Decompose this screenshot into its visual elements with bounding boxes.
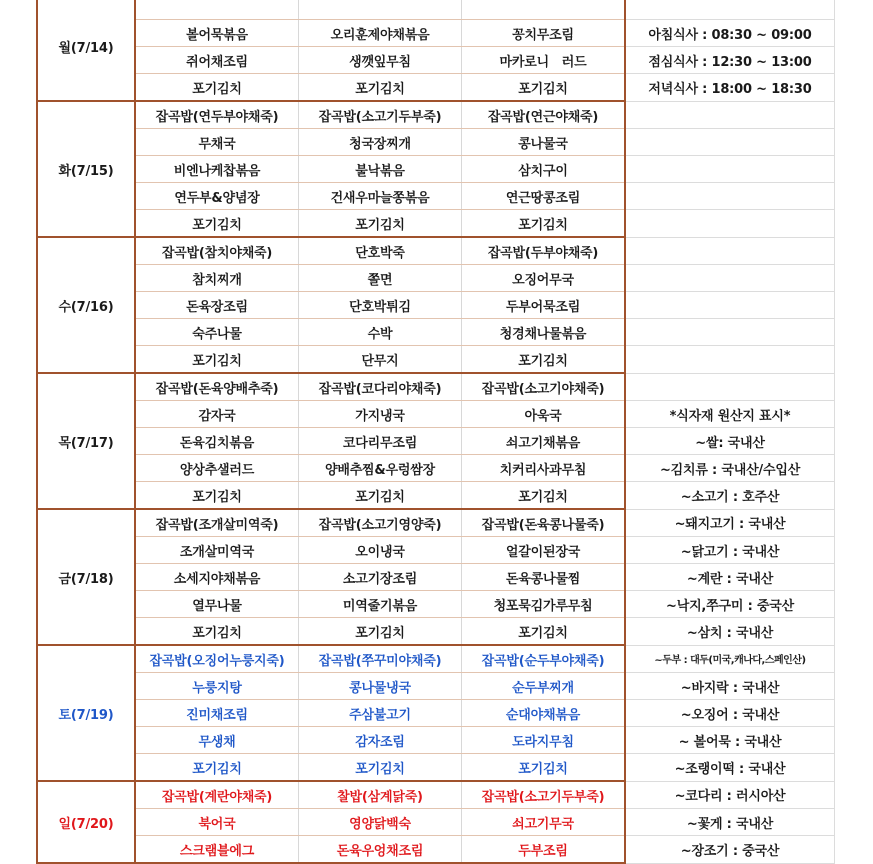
info-cell: 점심식사 : 12:30 ~ 13:00	[625, 47, 835, 74]
dinner-cell: 쇠고기무국	[462, 809, 626, 836]
lunch-cell: 돈육우엉채조림	[299, 836, 462, 864]
dinner-cell: 잡곡밥(연근야채죽)	[462, 101, 626, 129]
dinner-cell: 포기김치	[462, 618, 626, 646]
lunch-cell: 불낙볶음	[299, 156, 462, 183]
menu-row	[37, 455, 835, 482]
dinner-cell: 청포묵김가루무침	[462, 591, 626, 618]
info-cell: ~계란 : 국내산	[625, 564, 835, 591]
menu-row	[37, 101, 835, 129]
menu-row	[37, 727, 835, 754]
dinner-cell: 콩나물국	[462, 129, 626, 156]
info-cell: ~삼치 : 국내산	[625, 618, 835, 646]
lunch-cell: 생깻잎무침	[299, 47, 462, 74]
info-cell: ~바지락 : 국내산	[625, 673, 835, 700]
dinner-cell: 순대야채볶음	[462, 700, 626, 727]
breakfast-cell: 진미채조림	[135, 700, 299, 727]
dinner-cell: 잡곡밥(돈육콩나물죽)	[462, 509, 626, 537]
info-cell: ~돼지고기 : 국내산	[625, 509, 835, 537]
info-cell	[625, 156, 835, 183]
dinner-cell: 포기김치	[462, 754, 626, 782]
lunch-cell: 주삼불고기	[299, 700, 462, 727]
info-cell: 저녁식사 : 18:00 ~ 18:30	[625, 74, 835, 102]
info-cell: ~ 볼어묵 : 국내산	[625, 727, 835, 754]
info-cell: ~코다리 : 러시아산	[625, 781, 835, 809]
lunch-cell: 포기김치	[299, 482, 462, 510]
info-cell: ~김치류 : 국내산/수입산	[625, 455, 835, 482]
breakfast-cell: 포기김치	[135, 754, 299, 782]
menu-row	[37, 156, 835, 183]
dinner-cell: 꽁치무조림	[462, 20, 626, 47]
info-cell: ~낙지,쭈구미 : 중국산	[625, 591, 835, 618]
menu-row	[37, 537, 835, 564]
dinner-cell: 청경채나물볶음	[462, 319, 626, 346]
breakfast-cell: 볼어묵볶음	[135, 20, 299, 47]
dinner-cell	[462, 0, 626, 20]
breakfast-cell: 열무나물	[135, 591, 299, 618]
lunch-cell: 단무지	[299, 346, 462, 374]
breakfast-cell: 비엔나케찹볶음	[135, 156, 299, 183]
day-label: 금(7/18)	[37, 509, 135, 645]
lunch-cell: 가지냉국	[299, 401, 462, 428]
dinner-cell: 삼치구이	[462, 156, 626, 183]
lunch-cell	[299, 0, 462, 20]
dinner-cell: 포기김치	[462, 346, 626, 374]
menu-row	[37, 237, 835, 265]
breakfast-cell: 잡곡밥(조개살미역죽)	[135, 509, 299, 537]
breakfast-cell: 스크램블에그	[135, 836, 299, 864]
breakfast-cell: 소세지야채볶음	[135, 564, 299, 591]
menu-row	[37, 645, 835, 673]
dinner-cell: 돈육콩나물찜	[462, 564, 626, 591]
dinner-cell: 잡곡밥(소고기야채죽)	[462, 373, 626, 401]
dinner-cell: 잡곡밥(순두부야채죽)	[462, 645, 626, 673]
dinner-cell: 쇠고기채볶음	[462, 428, 626, 455]
dinner-cell: 순두부찌개	[462, 673, 626, 700]
dinner-cell: 얼갈이된장국	[462, 537, 626, 564]
dinner-cell: 두부어묵조림	[462, 292, 626, 319]
menu-row	[37, 509, 835, 537]
info-cell	[625, 319, 835, 346]
breakfast-cell: 조개살미역국	[135, 537, 299, 564]
menu-row	[37, 618, 835, 646]
lunch-cell: 잡곡밥(소고기두부죽)	[299, 101, 462, 129]
dinner-cell: 오징어무국	[462, 265, 626, 292]
info-cell	[625, 210, 835, 238]
breakfast-cell: 양상추샐러드	[135, 455, 299, 482]
weekly-menu-table	[36, 0, 835, 864]
menu-row	[37, 183, 835, 210]
lunch-cell: 오이냉국	[299, 537, 462, 564]
breakfast-cell: 잡곡밥(돈육양배추죽)	[135, 373, 299, 401]
breakfast-cell: 누룽지탕	[135, 673, 299, 700]
day-label: 수(7/16)	[37, 237, 135, 373]
breakfast-cell: 숙주나물	[135, 319, 299, 346]
lunch-cell: 콩나물냉국	[299, 673, 462, 700]
lunch-cell: 포기김치	[299, 618, 462, 646]
breakfast-cell: 포기김치	[135, 210, 299, 238]
day-label: 화(7/15)	[37, 101, 135, 237]
info-cell: ~장조기 : 중국산	[625, 836, 835, 864]
lunch-cell: 잡곡밥(코다리야채죽)	[299, 373, 462, 401]
menu-row	[37, 129, 835, 156]
menu-row	[37, 781, 835, 809]
lunch-cell: 포기김치	[299, 754, 462, 782]
lunch-cell: 수박	[299, 319, 462, 346]
day-label: 일(7/20)	[37, 781, 135, 863]
lunch-cell: 찰밥(삼계닭죽)	[299, 781, 462, 809]
dinner-cell: 두부조림	[462, 836, 626, 864]
lunch-cell: 양배추찜&우렁쌈장	[299, 455, 462, 482]
menu-row	[37, 564, 835, 591]
menu-row	[37, 319, 835, 346]
dinner-cell: 포기김치	[462, 482, 626, 510]
breakfast-cell: 포기김치	[135, 74, 299, 102]
lunch-cell: 단호박튀김	[299, 292, 462, 319]
info-cell	[625, 183, 835, 210]
info-cell	[625, 101, 835, 129]
info-cell	[625, 265, 835, 292]
menu-row	[37, 20, 835, 47]
info-cell: ~오징어 : 국내산	[625, 700, 835, 727]
breakfast-cell: 무생채	[135, 727, 299, 754]
menu-row	[37, 482, 835, 510]
breakfast-cell: 잡곡밥(참치야채죽)	[135, 237, 299, 265]
info-cell: ~꽃게 : 국내산	[625, 809, 835, 836]
dinner-cell: 아욱국	[462, 401, 626, 428]
menu-row	[37, 74, 835, 102]
info-cell: ~소고기 : 호주산	[625, 482, 835, 510]
menu-row	[37, 373, 835, 401]
breakfast-cell: 감자국	[135, 401, 299, 428]
menu-row	[37, 401, 835, 428]
lunch-cell: 쫄면	[299, 265, 462, 292]
menu-row	[37, 47, 835, 74]
menu-row	[37, 292, 835, 319]
lunch-cell: 코다리무조림	[299, 428, 462, 455]
lunch-cell: 포기김치	[299, 74, 462, 102]
lunch-cell: 오리훈제야채볶음	[299, 20, 462, 47]
day-label: 목(7/17)	[37, 373, 135, 509]
breakfast-cell: 참치찌개	[135, 265, 299, 292]
dinner-cell: 치커리사과무침	[462, 455, 626, 482]
lunch-cell: 포기김치	[299, 210, 462, 238]
breakfast-cell: 북어국	[135, 809, 299, 836]
info-cell: ~조랭이떡 : 국내산	[625, 754, 835, 782]
dinner-cell: 마카로니 러드	[462, 47, 626, 74]
breakfast-cell	[135, 0, 299, 20]
breakfast-cell: 돈육장조림	[135, 292, 299, 319]
dinner-cell: 포기김치	[462, 74, 626, 102]
menu-row	[37, 700, 835, 727]
menu-row	[37, 591, 835, 618]
lunch-cell: 미역줄기볶음	[299, 591, 462, 618]
info-cell	[625, 129, 835, 156]
breakfast-cell: 포기김치	[135, 346, 299, 374]
menu-row	[37, 0, 835, 20]
menu-row	[37, 210, 835, 238]
info-cell	[625, 373, 835, 401]
breakfast-cell: 잡곡밥(연두부야채죽)	[135, 101, 299, 129]
info-cell	[625, 237, 835, 265]
dinner-cell: 포기김치	[462, 210, 626, 238]
breakfast-cell: 잡곡밥(오징어누룽지죽)	[135, 645, 299, 673]
breakfast-cell: 잡곡밥(계란야채죽)	[135, 781, 299, 809]
lunch-cell: 건새우마늘쫑볶음	[299, 183, 462, 210]
breakfast-cell: 쥐어채조림	[135, 47, 299, 74]
day-label: 토(7/19)	[37, 645, 135, 781]
lunch-cell: 단호박죽	[299, 237, 462, 265]
menu-row	[37, 809, 835, 836]
info-cell	[625, 292, 835, 319]
menu-row	[37, 836, 835, 864]
dinner-cell: 도라지무침	[462, 727, 626, 754]
lunch-cell: 영양닭백숙	[299, 809, 462, 836]
day-label: 월(7/14)	[37, 0, 135, 101]
breakfast-cell: 포기김치	[135, 618, 299, 646]
info-cell: ~쌀: 국내산	[625, 428, 835, 455]
menu-row	[37, 265, 835, 292]
breakfast-cell: 포기김치	[135, 482, 299, 510]
info-cell	[625, 0, 835, 20]
lunch-cell: 잡곡밥(쭈꾸미야채죽)	[299, 645, 462, 673]
menu-row	[37, 754, 835, 782]
breakfast-cell: 돈육김치볶음	[135, 428, 299, 455]
lunch-cell: 감자조림	[299, 727, 462, 754]
breakfast-cell: 연두부&양념장	[135, 183, 299, 210]
dinner-cell: 잡곡밥(소고기두부죽)	[462, 781, 626, 809]
menu-row	[37, 428, 835, 455]
info-cell: 아침식사 : 08:30 ~ 09:00	[625, 20, 835, 47]
menu-row	[37, 346, 835, 374]
info-cell: ~닭고기 : 국내산	[625, 537, 835, 564]
lunch-cell: 잡곡밥(소고기영양죽)	[299, 509, 462, 537]
dinner-cell: 연근땅콩조림	[462, 183, 626, 210]
breakfast-cell: 무채국	[135, 129, 299, 156]
info-cell	[625, 346, 835, 374]
lunch-cell: 청국장찌개	[299, 129, 462, 156]
info-cell: ~두부 : 대두(미국,캐나다,스페인산)	[625, 645, 835, 673]
lunch-cell: 소고기장조림	[299, 564, 462, 591]
menu-row	[37, 673, 835, 700]
info-cell: *식자재 원산지 표시*	[625, 401, 835, 428]
dinner-cell: 잡곡밥(두부야채죽)	[462, 237, 626, 265]
